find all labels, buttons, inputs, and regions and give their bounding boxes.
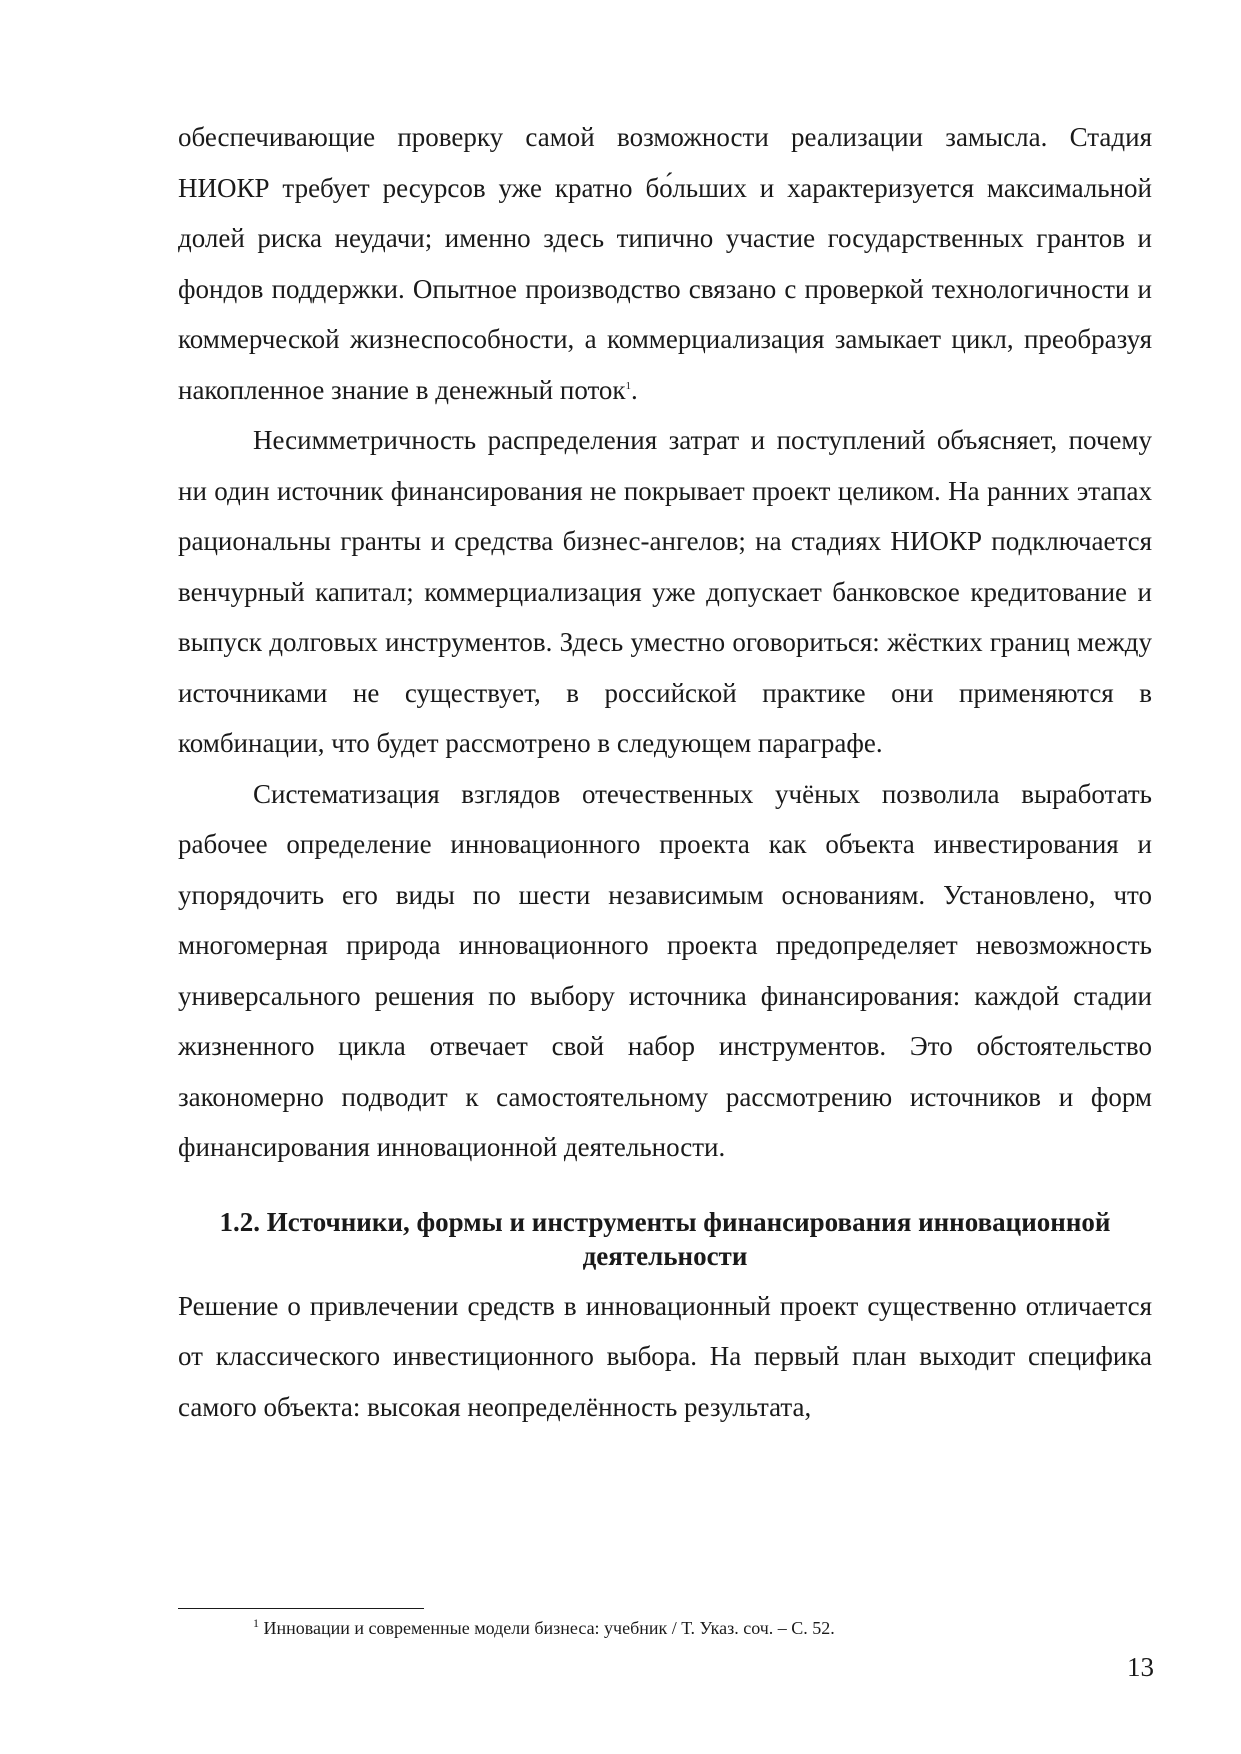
- paragraph-asymmetry: Несимметричность распределения затрат и поступлений объясняет, почему ни один источник финансирования не покрывает проект целиком. На ранних этапах рациональны гранты и средства бизнес-ангелов; на стадиях НИОКР подключается венчурный капитал; коммерциализация уже допускает банковское кредитование и выпуск долговых инструментов. Здесь уместно оговориться: жёстких границ между источниками не существует, в российской практике они применяются в комбинации, что будет рассмотрено в следующем параграфе.: [178, 425, 1152, 758]
- document-page: [178, 112, 1152, 1432]
- footnote: [253, 1616, 1153, 1640]
- footnote-reference[interactable]: 1: [625, 379, 632, 392]
- section-heading-line2: деятельности: [582, 1240, 748, 1271]
- footnote-separator: [178, 1608, 424, 1609]
- footnote-mark: 1: [253, 1616, 259, 1630]
- page-number: 13: [1127, 1652, 1154, 1682]
- paragraph-tail: .: [631, 374, 638, 405]
- footnote-text: Инновации и современные модели бизнеса: учебник / Т. Указ. соч. – С. 52.: [263, 1618, 835, 1638]
- paragraph-text: обеспечивающие проверку самой возможности реализации замысла. Стадия НИОКР требует ресурсов уже кратно бо́льших и характеризуется максимальной долей риска неудачи; именно здесь типично участие государственных грантов и фондов поддержки. Опытное производство связано с проверкой технологичности и коммерческой жизнеспособности, а коммерциализация замыкает цикл, преобразуя накопленное знание в денежный поток: [178, 122, 1152, 405]
- section-heading-line1: 1.2. Источники, формы и инструменты финансирования инновационной: [219, 1206, 1111, 1237]
- section-first-paragraph: Решение о привлечении средств в инновационный проект существенно отличается от классического инвестиционного выбора. На первый план выходит специфика самого объекта: высокая неопределённость результата,: [178, 1290, 1152, 1422]
- paragraph-systematization: Систематизация взглядов отечественных учёных позволила выработать рабочее определение инновационного проекта как объекта инвестирования и упорядочить его виды по шести независимым основаниям. Установлено, что многомерная природа инновационного проекта предопределяет невозможность универсального решения по выбору источника финансирования: каждой стадии жизненного цикла отвечает свой набор инструментов. Это обстоятельство закономерно подводит к самостоятельному рассмотрению источников и форм финансирования инновационной деятельности.: [178, 778, 1152, 1162]
- paragraph-continuation: [178, 112, 1152, 415]
- section-heading: [178, 1205, 1152, 1273]
